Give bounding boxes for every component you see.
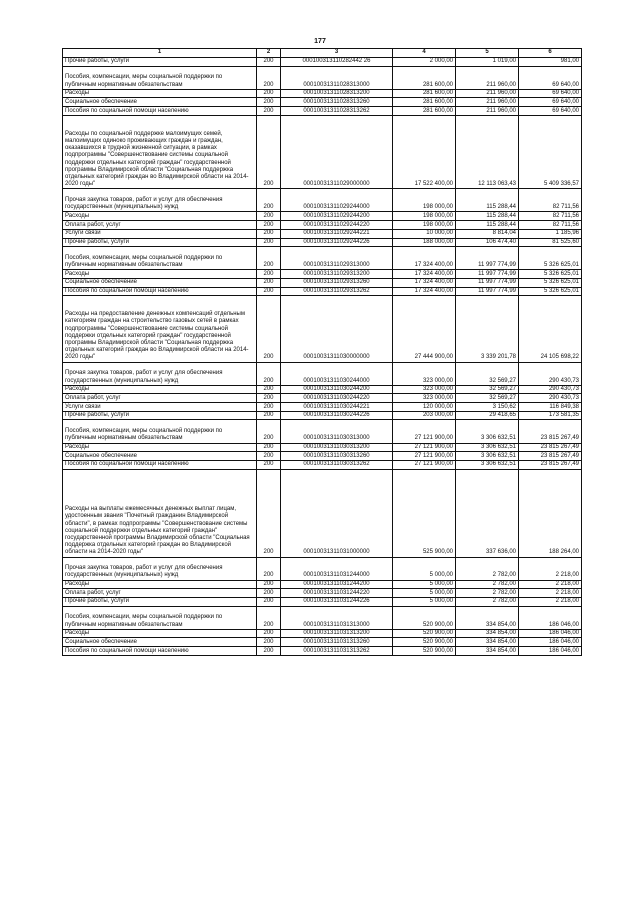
row-classification-code: 00010031311029244226: [281, 238, 393, 247]
row-classification-code: 00010031311030000000: [281, 296, 393, 362]
row-approved-amount: 2 000,00: [393, 58, 456, 67]
row-approved-amount: 17 324 400,00: [393, 247, 456, 270]
row-subcode: 200: [257, 443, 281, 452]
row-executed-amount: 334 854,00: [456, 647, 519, 656]
row-subcode: 200: [257, 460, 281, 469]
row-classification-code: 00010031311030244220: [281, 394, 393, 403]
row-description: Расходы: [63, 89, 257, 98]
row-executed-amount: 8 814,04: [456, 229, 519, 238]
row-unexecuted-amount: 981,00: [519, 58, 582, 67]
row-subcode: 200: [257, 238, 281, 247]
row-classification-code: 00010031311031244226: [281, 598, 393, 607]
row-description: Прочие работы, услуги: [63, 598, 257, 607]
row-description: Социальное обеспечение: [63, 278, 257, 287]
row-executed-amount: 211 960,00: [456, 107, 519, 116]
table-row: [63, 598, 582, 607]
row-description: Прочие работы, услуги: [63, 58, 257, 67]
row-approved-amount: 5 000,00: [393, 580, 456, 589]
table-row: [63, 58, 582, 67]
table-header-row: [63, 49, 582, 58]
row-executed-amount: 11 997 774,99: [456, 287, 519, 296]
row-unexecuted-amount: 82 711,56: [519, 212, 582, 221]
row-description: Прочая закупка товаров, работ и услуг для обеспечения государственных (муниципальных) нужд: [63, 557, 257, 580]
table-row: [63, 647, 582, 656]
table-row: [63, 629, 582, 638]
column-header: 3: [281, 49, 393, 58]
row-executed-amount: 115 288,44: [456, 189, 519, 212]
row-classification-code: 00010031311031244200: [281, 580, 393, 589]
row-description: Расходы: [63, 443, 257, 452]
row-executed-amount: 29 418,65: [456, 411, 519, 420]
budget-execution-table: [62, 48, 582, 656]
row-description: Пособия, компенсации, меры социальной поддержки по публичным нормативным обязательствам: [63, 606, 257, 629]
row-unexecuted-amount: 290 430,73: [519, 385, 582, 394]
row-executed-amount: 11 997 774,99: [456, 270, 519, 279]
column-header: 4: [393, 49, 456, 58]
row-executed-amount: 106 474,40: [456, 238, 519, 247]
row-description: Социальное обеспечение: [63, 638, 257, 647]
row-classification-code: 00010031311030244200: [281, 385, 393, 394]
table-row: [63, 66, 582, 89]
row-description: Пособия по социальной помощи населению: [63, 647, 257, 656]
row-unexecuted-amount: 69 640,00: [519, 98, 582, 107]
row-description: Расходы на предоставление денежных компенсаций отдельным категориям граждан на строительство газовых сетей в рамках подпрограммы "Совершенствование системы социальной поддержки отдельных категорий граждан" государственной программы Владимирской области "Социальная поддержка отдельных категорий граждан во Владимирской области на 2014-2020 годы": [63, 296, 257, 362]
row-classification-code: 00010031311029313200: [281, 270, 393, 279]
row-classification-code: 00010031311031313260: [281, 638, 393, 647]
row-approved-amount: 323 000,00: [393, 362, 456, 385]
row-executed-amount: 32 569,27: [456, 385, 519, 394]
row-description: Расходы: [63, 580, 257, 589]
row-subcode: 200: [257, 212, 281, 221]
row-executed-amount: 337 636,00: [456, 469, 519, 557]
row-approved-amount: 27 444 900,00: [393, 296, 456, 362]
row-approved-amount: 27 121 900,00: [393, 460, 456, 469]
row-classification-code: 000100313110282442 26: [281, 58, 393, 67]
table-row: [63, 287, 582, 296]
column-header: 6: [519, 49, 582, 58]
row-description: Оплата работ, услуг: [63, 589, 257, 598]
row-unexecuted-amount: 2 218,00: [519, 589, 582, 598]
row-unexecuted-amount: 23 815 267,49: [519, 460, 582, 469]
row-unexecuted-amount: 186 046,00: [519, 606, 582, 629]
row-description: Прочая закупка товаров, работ и услуг для обеспечения государственных (муниципальных) нужд: [63, 362, 257, 385]
row-unexecuted-amount: 290 430,73: [519, 362, 582, 385]
row-executed-amount: 1 019,00: [456, 58, 519, 67]
row-executed-amount: 211 960,00: [456, 89, 519, 98]
row-description: Услуги связи: [63, 403, 257, 412]
row-classification-code: 00010031311031000000: [281, 469, 393, 557]
row-subcode: 200: [257, 638, 281, 647]
row-approved-amount: 188 000,00: [393, 238, 456, 247]
row-description: Пособия, компенсации, меры социальной поддержки по публичным нормативным обязательствам: [63, 420, 257, 443]
row-description: Услуги связи: [63, 229, 257, 238]
row-unexecuted-amount: 2 218,00: [519, 580, 582, 589]
table-row: [63, 107, 582, 116]
row-approved-amount: 520 900,00: [393, 606, 456, 629]
table-row: [63, 460, 582, 469]
row-approved-amount: 17 324 400,00: [393, 278, 456, 287]
row-unexecuted-amount: 82 711,56: [519, 221, 582, 230]
row-subcode: 200: [257, 598, 281, 607]
row-description: Расходы: [63, 385, 257, 394]
row-description: Пособия по социальной помощи населению: [63, 287, 257, 296]
table-row: [63, 115, 582, 189]
row-unexecuted-amount: 186 046,00: [519, 647, 582, 656]
row-approved-amount: 323 000,00: [393, 394, 456, 403]
row-subcode: 200: [257, 629, 281, 638]
row-classification-code: 00010031311029313262: [281, 287, 393, 296]
row-executed-amount: 2 782,00: [456, 580, 519, 589]
row-executed-amount: 3 150,62: [456, 403, 519, 412]
row-description: Прочая закупка товаров, работ и услуг для обеспечения государственных (муниципальных) нужд: [63, 189, 257, 212]
row-description: Прочие работы, услуги: [63, 238, 257, 247]
table-body: [63, 58, 582, 656]
row-approved-amount: 120 000,00: [393, 403, 456, 412]
row-executed-amount: 2 782,00: [456, 589, 519, 598]
table-row: [63, 238, 582, 247]
row-subcode: 200: [257, 89, 281, 98]
row-executed-amount: 12 113 063,43: [456, 115, 519, 189]
row-classification-code: 00010031311031244220: [281, 589, 393, 598]
row-approved-amount: 281 600,00: [393, 98, 456, 107]
row-description: Пособия по социальной помощи населению: [63, 107, 257, 116]
row-unexecuted-amount: 116 849,38: [519, 403, 582, 412]
row-executed-amount: 211 960,00: [456, 66, 519, 89]
row-executed-amount: 11 997 774,99: [456, 247, 519, 270]
row-description: Оплата работ, услуг: [63, 221, 257, 230]
table-row: [63, 469, 582, 557]
table-row: [63, 403, 582, 412]
row-unexecuted-amount: 23 815 267,49: [519, 452, 582, 461]
row-classification-code: 00010031311030313260: [281, 452, 393, 461]
table-row: [63, 221, 582, 230]
row-unexecuted-amount: 23 815 267,49: [519, 420, 582, 443]
row-unexecuted-amount: 186 046,00: [519, 638, 582, 647]
column-header: 2: [257, 49, 281, 58]
row-unexecuted-amount: 5 409 336,57: [519, 115, 582, 189]
row-subcode: 200: [257, 189, 281, 212]
row-subcode: 200: [257, 107, 281, 116]
row-subcode: 200: [257, 296, 281, 362]
row-approved-amount: 5 000,00: [393, 598, 456, 607]
row-unexecuted-amount: 23 815 267,49: [519, 443, 582, 452]
table-row: [63, 189, 582, 212]
row-unexecuted-amount: 24 105 698,22: [519, 296, 582, 362]
column-header: 5: [456, 49, 519, 58]
row-classification-code: 00010031311030244221: [281, 403, 393, 412]
row-classification-code: 00010031311030313200: [281, 443, 393, 452]
table-row: [63, 229, 582, 238]
table-row: [63, 98, 582, 107]
row-approved-amount: 27 121 900,00: [393, 443, 456, 452]
row-subcode: 200: [257, 287, 281, 296]
row-description: Расходы на выплаты ежемесячных денежных выплат лицам, удостоенным звания "Почетный гражданин Владимирской области", в рамках подпрограммы "Совершенствование системы социальной поддержки отдельных категорий граждан" государственной программы Владимирской области "Социальная поддержка отдельных категорий граждан во Владимирской области на 2014-2020 годы": [63, 469, 257, 557]
row-classification-code: 00010031311029000000: [281, 115, 393, 189]
row-unexecuted-amount: 69 640,00: [519, 66, 582, 89]
row-approved-amount: 27 121 900,00: [393, 452, 456, 461]
table-row: [63, 270, 582, 279]
row-executed-amount: 115 288,44: [456, 212, 519, 221]
row-description: Расходы по социальной поддержке малоимущих семей, малоимущих одиноко проживающих граждан и граждан, оказавшихся в трудной жизненной ситуации, в рамках подпрограммы "Совершенствование системы социальной поддержки отдельных категорий граждан" государственной программы Владимирской области "Социальная поддержка отдельных категорий граждан во Владимирской области на 2014-2020 годы": [63, 115, 257, 189]
row-subcode: 200: [257, 606, 281, 629]
row-description: Расходы: [63, 629, 257, 638]
row-subcode: 200: [257, 247, 281, 270]
row-executed-amount: 2 782,00: [456, 598, 519, 607]
table-row: [63, 411, 582, 420]
row-subcode: 200: [257, 58, 281, 67]
table-row: [63, 589, 582, 598]
row-approved-amount: 520 900,00: [393, 638, 456, 647]
row-subcode: 200: [257, 403, 281, 412]
row-approved-amount: 281 600,00: [393, 89, 456, 98]
row-approved-amount: 203 000,00: [393, 411, 456, 420]
row-classification-code: 00010031311029244220: [281, 221, 393, 230]
table-row: [63, 580, 582, 589]
row-approved-amount: 27 121 900,00: [393, 420, 456, 443]
row-approved-amount: 198 000,00: [393, 189, 456, 212]
table-row: [63, 296, 582, 362]
row-executed-amount: 3 306 632,51: [456, 443, 519, 452]
row-unexecuted-amount: 2 218,00: [519, 598, 582, 607]
row-classification-code: 00010031311031313200: [281, 629, 393, 638]
table-row: [63, 420, 582, 443]
row-unexecuted-amount: 5 326 625,01: [519, 247, 582, 270]
row-executed-amount: 3 306 632,51: [456, 452, 519, 461]
row-description: Пособия, компенсации, меры социальной поддержки по публичным нормативным обязательствам: [63, 247, 257, 270]
row-classification-code: 00010031311029313000: [281, 247, 393, 270]
row-executed-amount: 334 854,00: [456, 606, 519, 629]
row-executed-amount: 115 288,44: [456, 221, 519, 230]
row-classification-code: 00010031311029244200: [281, 212, 393, 221]
row-executed-amount: 32 569,27: [456, 362, 519, 385]
row-classification-code: 00010031311031244000: [281, 557, 393, 580]
row-classification-code: 00010031311030244000: [281, 362, 393, 385]
row-subcode: 200: [257, 589, 281, 598]
row-approved-amount: 17 522 400,00: [393, 115, 456, 189]
table-row: [63, 394, 582, 403]
row-approved-amount: 10 000,00: [393, 229, 456, 238]
row-approved-amount: 520 900,00: [393, 629, 456, 638]
table-row: [63, 362, 582, 385]
row-classification-code: 00010031311031313262: [281, 647, 393, 656]
row-description: Социальное обеспечение: [63, 98, 257, 107]
row-subcode: 200: [257, 362, 281, 385]
row-executed-amount: 32 569,27: [456, 394, 519, 403]
row-executed-amount: 2 782,00: [456, 557, 519, 580]
table-row: [63, 452, 582, 461]
row-unexecuted-amount: 2 218,00: [519, 557, 582, 580]
row-approved-amount: 520 900,00: [393, 647, 456, 656]
row-classification-code: 00010031311030313262: [281, 460, 393, 469]
row-executed-amount: 3 306 632,51: [456, 420, 519, 443]
row-executed-amount: 11 997 774,99: [456, 278, 519, 287]
row-subcode: 200: [257, 557, 281, 580]
row-subcode: 200: [257, 452, 281, 461]
table-row: [63, 278, 582, 287]
table-row: [63, 385, 582, 394]
row-approved-amount: 17 324 400,00: [393, 270, 456, 279]
row-subcode: 200: [257, 385, 281, 394]
page-number: 177: [314, 38, 326, 45]
row-approved-amount: 281 600,00: [393, 66, 456, 89]
row-subcode: 200: [257, 221, 281, 230]
row-classification-code: 00010031311029244221: [281, 229, 393, 238]
row-approved-amount: 17 324 400,00: [393, 287, 456, 296]
row-approved-amount: 198 000,00: [393, 212, 456, 221]
row-subcode: 200: [257, 278, 281, 287]
row-unexecuted-amount: 81 525,60: [519, 238, 582, 247]
row-subcode: 200: [257, 420, 281, 443]
row-subcode: 200: [257, 411, 281, 420]
row-approved-amount: 5 000,00: [393, 557, 456, 580]
row-executed-amount: 211 960,00: [456, 98, 519, 107]
row-approved-amount: 323 000,00: [393, 385, 456, 394]
table-row: [63, 557, 582, 580]
row-unexecuted-amount: 5 326 625,01: [519, 278, 582, 287]
row-subcode: 200: [257, 580, 281, 589]
table-row: [63, 247, 582, 270]
row-description: Прочие работы, услуги: [63, 411, 257, 420]
table-row: [63, 212, 582, 221]
row-description: Оплата работ, услуг: [63, 394, 257, 403]
row-classification-code: 00010031311031313000: [281, 606, 393, 629]
row-executed-amount: 334 854,00: [456, 638, 519, 647]
row-subcode: 200: [257, 647, 281, 656]
row-classification-code: 00010031311029244000: [281, 189, 393, 212]
row-unexecuted-amount: 5 326 625,01: [519, 270, 582, 279]
row-subcode: 200: [257, 229, 281, 238]
row-classification-code: 00010031311028313262: [281, 107, 393, 116]
table-row: [63, 89, 582, 98]
row-executed-amount: 3 339 201,78: [456, 296, 519, 362]
row-approved-amount: 5 000,00: [393, 589, 456, 598]
row-classification-code: 00010031311028313200: [281, 89, 393, 98]
row-description: Расходы: [63, 270, 257, 279]
row-subcode: 200: [257, 115, 281, 189]
column-header: 1: [63, 49, 257, 58]
row-classification-code: 00010031311028313000: [281, 66, 393, 89]
row-subcode: 200: [257, 394, 281, 403]
row-unexecuted-amount: 290 430,73: [519, 394, 582, 403]
row-executed-amount: 334 854,00: [456, 629, 519, 638]
row-classification-code: 00010031311028313260: [281, 98, 393, 107]
row-unexecuted-amount: 188 264,00: [519, 469, 582, 557]
row-subcode: 200: [257, 98, 281, 107]
row-approved-amount: 525 900,00: [393, 469, 456, 557]
table-row: [63, 443, 582, 452]
row-subcode: 200: [257, 469, 281, 557]
row-description: Пособия по социальной помощи населению: [63, 460, 257, 469]
row-classification-code: 00010031311030313000: [281, 420, 393, 443]
row-subcode: 200: [257, 66, 281, 89]
row-classification-code: 00010031311030244226: [281, 411, 393, 420]
row-description: Расходы: [63, 212, 257, 221]
row-description: Социальное обеспечение: [63, 452, 257, 461]
row-unexecuted-amount: 1 185,96: [519, 229, 582, 238]
row-unexecuted-amount: 69 640,00: [519, 89, 582, 98]
table-row: [63, 606, 582, 629]
row-subcode: 200: [257, 270, 281, 279]
row-classification-code: 00010031311029313260: [281, 278, 393, 287]
row-unexecuted-amount: 5 326 625,01: [519, 287, 582, 296]
row-approved-amount: 198 000,00: [393, 221, 456, 230]
row-description: Пособия, компенсации, меры социальной поддержки по публичным нормативным обязательствам: [63, 66, 257, 89]
row-unexecuted-amount: 69 640,00: [519, 107, 582, 116]
row-approved-amount: 281 600,00: [393, 107, 456, 116]
row-unexecuted-amount: 173 581,35: [519, 411, 582, 420]
row-unexecuted-amount: 82 711,56: [519, 189, 582, 212]
row-unexecuted-amount: 186 046,00: [519, 629, 582, 638]
table-row: [63, 638, 582, 647]
row-executed-amount: 3 306 632,51: [456, 460, 519, 469]
